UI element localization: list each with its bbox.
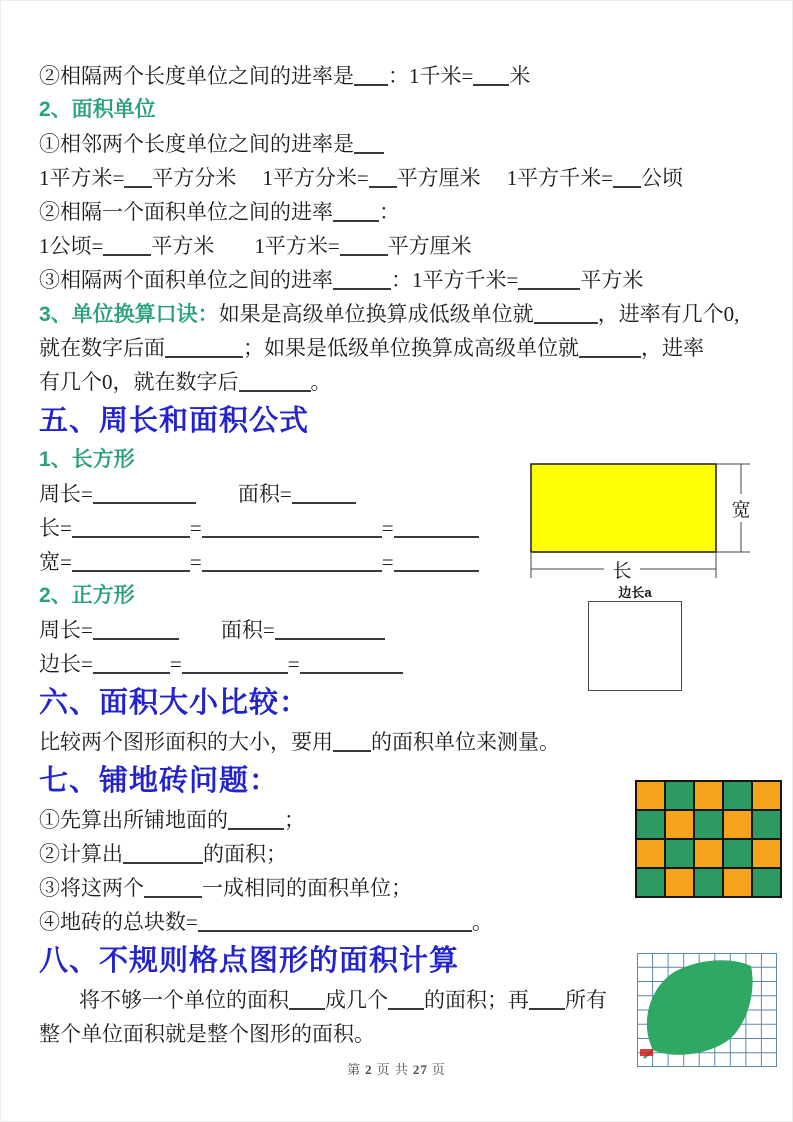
text-segment: 1平方米= bbox=[39, 166, 125, 190]
leaf-grid-figure bbox=[637, 953, 777, 1072]
text-segment: 将不够一个单位的面积 bbox=[79, 988, 289, 1012]
page-footer bbox=[1, 1059, 792, 1078]
text-segment: 面积= bbox=[220, 618, 275, 642]
rectangle-figure-svg bbox=[526, 456, 766, 584]
rectangle-figure bbox=[526, 456, 766, 589]
text-segment: 平方厘米 bbox=[396, 166, 481, 190]
checker-cell-green bbox=[666, 782, 693, 809]
text-segment: 1平方米= bbox=[254, 234, 340, 258]
text-segment: ①相邻两个长度单位之间的进率是 bbox=[39, 132, 354, 156]
text-segment: 公顷 bbox=[641, 166, 684, 190]
text-segment: ②计算出 bbox=[39, 842, 123, 866]
line-area-unit-rate-3 bbox=[39, 263, 759, 297]
text-segment: 周长= bbox=[39, 482, 93, 506]
text-segment: 1平方千米= bbox=[506, 166, 614, 190]
footer-page-number: 2 bbox=[365, 1062, 373, 1077]
fill-in-blank bbox=[300, 671, 403, 674]
fill-in-blank bbox=[124, 185, 152, 188]
text-segment: ，进率有几个0, bbox=[597, 302, 740, 326]
text-segment: = bbox=[189, 550, 202, 574]
spacer bbox=[481, 184, 507, 185]
line-area-compare bbox=[39, 725, 759, 759]
text-segment: ④地砖的总块数= bbox=[39, 910, 198, 934]
spacer bbox=[236, 184, 262, 185]
text-segment: ：1千米= bbox=[388, 64, 474, 88]
line-area-unit-rate-2 bbox=[39, 195, 759, 229]
checker-cell-green bbox=[724, 782, 751, 809]
text-segment: 成几个 bbox=[325, 988, 388, 1012]
fill-in-blank bbox=[388, 1007, 424, 1010]
text-segment: 的面积； bbox=[203, 842, 287, 866]
text-segment: ①先算出所铺地面的 bbox=[39, 808, 228, 832]
spacer bbox=[214, 252, 254, 253]
text-segment: ②相隔两个长度单位之间的进率是 bbox=[39, 64, 354, 88]
fill-in-blank bbox=[613, 185, 641, 188]
fill-in-blank bbox=[473, 83, 509, 86]
line-area-unit-rate-1 bbox=[39, 127, 759, 161]
spacer bbox=[179, 636, 221, 637]
fill-in-blank bbox=[289, 1007, 325, 1010]
text-segment: 长= bbox=[39, 516, 72, 540]
text-segment: = bbox=[287, 652, 300, 676]
checker-cell-orange bbox=[724, 869, 751, 896]
text-segment: 八、不规则格点图形的面积计算 bbox=[39, 945, 460, 977]
line-tile-step-4 bbox=[39, 905, 759, 939]
text-segment: 一成相同的面积单位； bbox=[202, 876, 412, 900]
fill-in-blank bbox=[529, 1007, 565, 1010]
fill-in-blank bbox=[228, 827, 284, 830]
fill-in-blank bbox=[103, 253, 151, 256]
fill-in-blank bbox=[198, 929, 472, 932]
text-segment: 2、面积单位 bbox=[39, 98, 156, 121]
side-length-label: 边长a bbox=[618, 585, 652, 600]
text-segment: 平方米 bbox=[151, 234, 215, 258]
checker-cell-orange bbox=[666, 811, 693, 838]
text-segment: 。 bbox=[471, 910, 493, 934]
text-segment: 五、周长和面积公式 bbox=[39, 405, 310, 437]
text-segment: 。 bbox=[310, 370, 332, 394]
text-segment: = bbox=[169, 652, 182, 676]
text-segment: 1公顷= bbox=[39, 234, 104, 258]
text-segment: 整个单位面积就是整个图形的面积。 bbox=[39, 1022, 375, 1046]
line-conversion-rule-1 bbox=[39, 297, 759, 331]
checker-cell-green bbox=[753, 869, 780, 896]
fill-in-blank bbox=[333, 749, 371, 752]
text-segment: 七、铺地砖问题： bbox=[39, 765, 280, 797]
checker-cell-orange bbox=[637, 782, 664, 809]
fill-in-blank bbox=[72, 569, 190, 572]
fill-in-blank bbox=[333, 219, 379, 222]
checkerboard-figure bbox=[635, 780, 782, 898]
text-segment: ③相隔两个面积单位之间的进率 bbox=[39, 268, 333, 292]
footer-total-pages: 27 bbox=[412, 1062, 428, 1077]
text-segment: 周长= bbox=[39, 618, 93, 642]
footer-text: 第 bbox=[347, 1062, 362, 1077]
checker-cell-green bbox=[753, 811, 780, 838]
fill-in-blank bbox=[93, 501, 196, 504]
text-segment: 边长= bbox=[39, 652, 93, 676]
line-conversion-rule-2 bbox=[39, 331, 759, 365]
fill-in-blank bbox=[333, 287, 391, 290]
text-segment: 1平方分米= bbox=[262, 166, 369, 190]
text-segment: 平方米 bbox=[580, 268, 644, 292]
text-segment: ； bbox=[284, 808, 305, 832]
text-segment: 六、面积大小比较： bbox=[39, 687, 310, 719]
checker-cell-green bbox=[724, 840, 751, 867]
line-conversion-rule-3 bbox=[39, 365, 759, 399]
fill-in-blank bbox=[340, 253, 388, 256]
fill-in-blank bbox=[202, 569, 382, 572]
fill-in-blank bbox=[534, 321, 598, 324]
fill-in-blank bbox=[394, 535, 479, 538]
footer-text: 页 bbox=[431, 1062, 446, 1077]
text-segment: 3、单位换算口诀： bbox=[39, 303, 219, 326]
fill-in-blank bbox=[239, 389, 311, 392]
text-segment: 面积= bbox=[237, 482, 292, 506]
fill-in-blank bbox=[144, 895, 202, 898]
text-segment: 有几个0，就在数字后 bbox=[39, 370, 239, 394]
text-segment: 就在数字后面 bbox=[39, 336, 165, 360]
text-segment: 的面积单位来测量。 bbox=[371, 730, 560, 754]
square-outline bbox=[588, 601, 682, 691]
fill-in-blank bbox=[93, 671, 170, 674]
checker-cell-orange bbox=[753, 840, 780, 867]
red-watermark bbox=[640, 1049, 653, 1056]
text-segment: = bbox=[381, 550, 394, 574]
text-segment: 平方分米 bbox=[152, 166, 237, 190]
fill-in-blank bbox=[275, 637, 385, 640]
fill-in-blank bbox=[182, 671, 288, 674]
fill-in-blank bbox=[292, 501, 356, 504]
checker-cell-green bbox=[666, 840, 693, 867]
footer-text: 页 共 bbox=[376, 1062, 409, 1077]
subheader-area-units bbox=[39, 93, 759, 127]
text-segment: ：1平方千米= bbox=[391, 268, 519, 292]
fill-in-blank bbox=[354, 83, 388, 86]
checker-cell-orange bbox=[724, 811, 751, 838]
checker-cell-green bbox=[637, 869, 664, 896]
text-segment: 平方厘米 bbox=[387, 234, 472, 258]
fill-in-blank bbox=[394, 569, 479, 572]
checker-cell-orange bbox=[637, 840, 664, 867]
fill-in-blank bbox=[165, 355, 243, 358]
text-segment: 1、长方形 bbox=[39, 448, 135, 471]
checker-cell-orange bbox=[666, 869, 693, 896]
text-segment: 的面积；再 bbox=[424, 988, 529, 1012]
text-segment: 比较两个图形面积的大小，要用 bbox=[39, 730, 333, 754]
text-segment: 宽= bbox=[39, 550, 72, 574]
header-section-5 bbox=[39, 399, 759, 443]
fill-in-blank bbox=[72, 535, 190, 538]
text-segment: 如果是高级单位换算成低级单位就 bbox=[218, 302, 534, 326]
checker-cell-green bbox=[695, 869, 722, 896]
width-label: 宽 bbox=[731, 500, 751, 521]
text-segment: = bbox=[189, 516, 202, 540]
line-area-conversions-2 bbox=[39, 229, 759, 263]
text-segment: ： bbox=[379, 200, 400, 224]
line-area-conversions-1 bbox=[39, 161, 759, 195]
spacer bbox=[196, 500, 238, 501]
fill-in-blank bbox=[354, 151, 384, 154]
text-segment: ②相隔一个面积单位之间的进率 bbox=[39, 200, 333, 224]
text-segment: ，进率 bbox=[641, 336, 704, 360]
yellow-rectangle bbox=[531, 464, 716, 552]
line-length-unit-rate-2 bbox=[39, 59, 759, 93]
leaf-grid-svg bbox=[637, 953, 777, 1067]
text-segment: 所有 bbox=[565, 988, 607, 1012]
fill-in-blank bbox=[369, 185, 397, 188]
text-segment: 2、正方形 bbox=[39, 584, 135, 607]
checker-cell-orange bbox=[695, 840, 722, 867]
text-segment: ③将这两个 bbox=[39, 876, 144, 900]
checker-cell-green bbox=[695, 811, 722, 838]
spacer bbox=[39, 1006, 79, 1007]
fill-in-blank bbox=[123, 861, 203, 864]
checker-cell-orange bbox=[753, 782, 780, 809]
fill-in-blank bbox=[518, 287, 580, 290]
fill-in-blank bbox=[93, 637, 179, 640]
square-figure bbox=[587, 585, 683, 691]
checker-cell-orange bbox=[695, 782, 722, 809]
text-segment: 米 bbox=[509, 64, 531, 88]
checker-cell-green bbox=[637, 811, 664, 838]
text-segment: ；如果是低级单位换算成高级单位就 bbox=[243, 336, 579, 360]
fill-in-blank bbox=[579, 355, 641, 358]
text-segment: = bbox=[381, 516, 394, 540]
fill-in-blank bbox=[202, 535, 382, 538]
length-label: 长 bbox=[612, 561, 632, 582]
